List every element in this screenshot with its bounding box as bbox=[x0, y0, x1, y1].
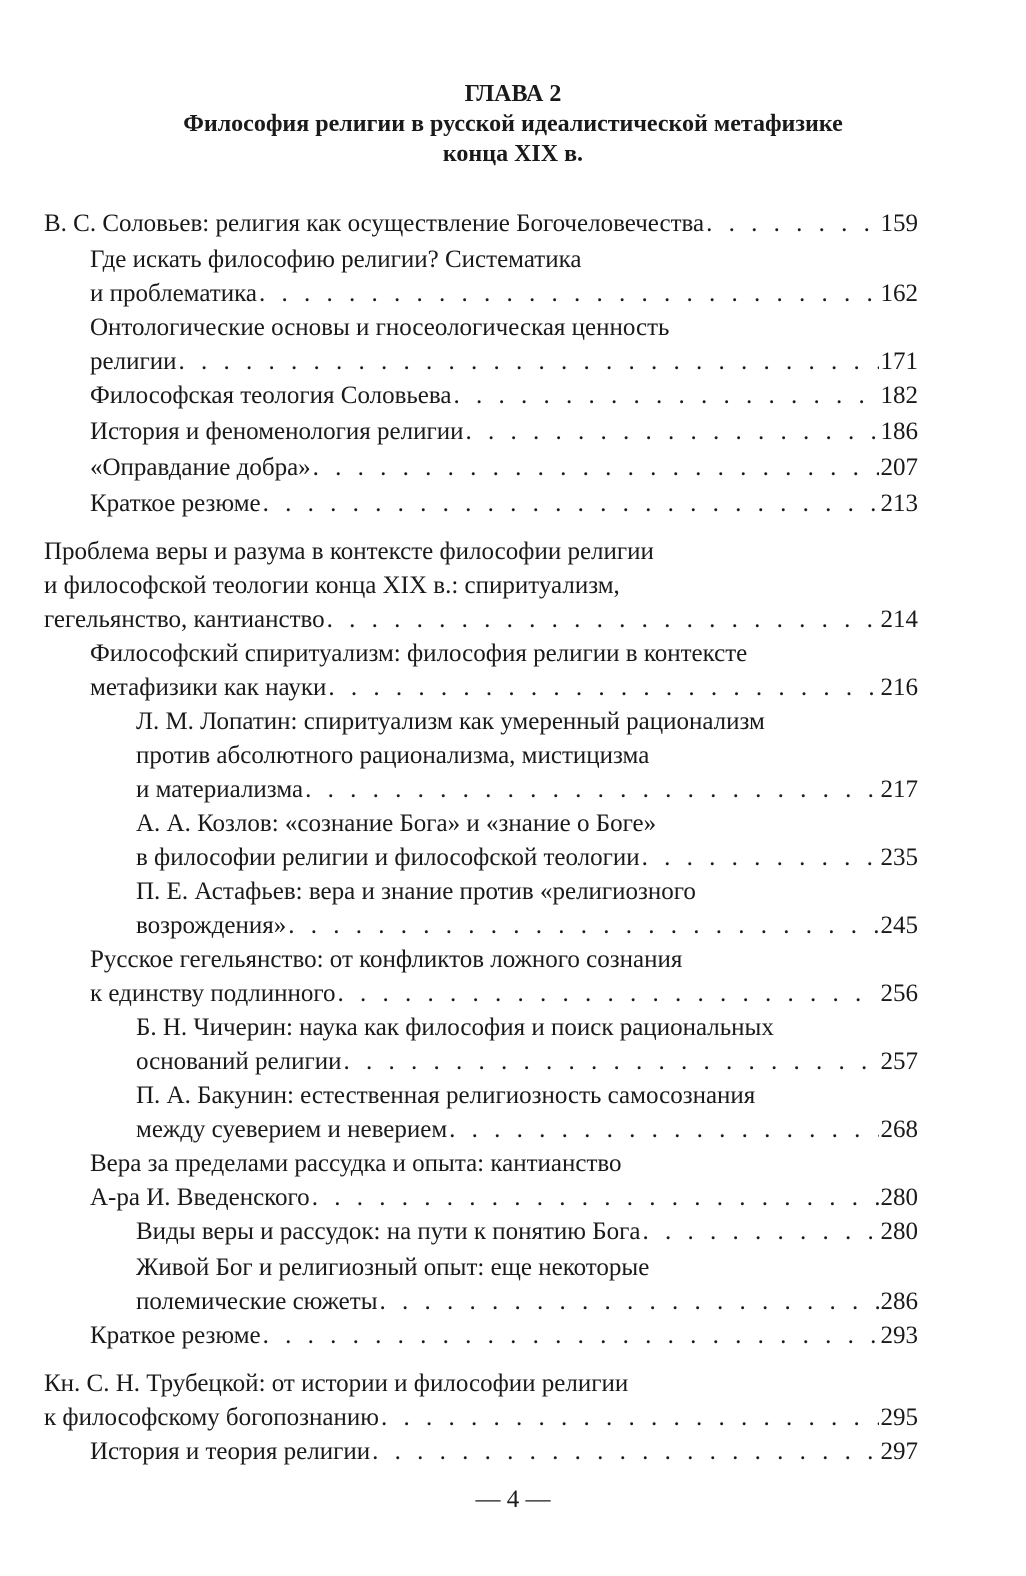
toc-entry-title: и философской теологии конца XIX в.: спиритуализм, bbox=[44, 572, 620, 599]
toc-entry-title: Философский спиритуализм: философия религии в контексте bbox=[90, 640, 748, 667]
page-number: — 4 — bbox=[475, 1486, 551, 1513]
toc-page-number: 295 bbox=[880, 1404, 918, 1431]
toc-page-number: 280 bbox=[880, 1184, 918, 1211]
toc-line bbox=[136, 1215, 918, 1249]
toc-page-number: 293 bbox=[880, 1322, 918, 1349]
dot-leader bbox=[328, 671, 878, 705]
dot-leader bbox=[263, 1319, 879, 1353]
toc-line bbox=[44, 1367, 918, 1401]
toc-page-number: 207 bbox=[880, 454, 918, 481]
toc-entry-title: Краткое резюме bbox=[90, 1322, 261, 1349]
toc-line bbox=[136, 875, 918, 909]
toc-line bbox=[90, 977, 918, 1011]
toc-entry-title: А-ра И. Введенского bbox=[90, 1184, 310, 1211]
toc-line bbox=[90, 451, 918, 485]
toc-line bbox=[90, 671, 918, 705]
toc-entry-title: метафизики как науки bbox=[90, 674, 327, 701]
toc-line bbox=[44, 1401, 918, 1435]
toc-line bbox=[90, 1435, 918, 1469]
toc-entry-title: Философская теология Соловьева bbox=[90, 382, 452, 409]
toc-entry-title: Кн. С. Н. Трубецкой: от истории и философии религии bbox=[44, 1370, 629, 1397]
toc-line bbox=[90, 277, 918, 311]
dot-leader bbox=[259, 277, 879, 311]
toc-entry-title: В. С. Соловьев: религия как осуществление Богочеловечества bbox=[44, 210, 705, 237]
toc-page-number: 216 bbox=[880, 674, 918, 701]
dot-leader bbox=[706, 207, 878, 241]
toc-line bbox=[136, 1251, 918, 1285]
toc-line bbox=[90, 345, 918, 379]
toc-page-number: 280 bbox=[880, 1218, 918, 1245]
toc-line bbox=[136, 909, 918, 943]
dot-leader bbox=[642, 841, 879, 875]
toc-page-number: 213 bbox=[880, 490, 918, 517]
toc-line bbox=[136, 739, 918, 773]
dot-leader bbox=[337, 977, 878, 1011]
toc-entry-title: П. А. Бакунин: естественная религиозность самосознания bbox=[136, 1082, 756, 1109]
toc-line bbox=[136, 1079, 918, 1113]
toc-line bbox=[90, 943, 918, 977]
toc-line bbox=[136, 1113, 918, 1147]
dot-leader bbox=[449, 1113, 878, 1147]
toc-line bbox=[136, 841, 918, 875]
toc-entry-title: Виды веры и рассудок: на пути к понятию Бога bbox=[136, 1218, 641, 1245]
toc-entry-title: гегельянство, кантианство bbox=[44, 606, 325, 633]
toc-entry-title: полемические сюжеты bbox=[136, 1288, 378, 1315]
toc-line bbox=[136, 1045, 918, 1079]
dot-leader bbox=[466, 415, 879, 449]
toc-page-number: 214 bbox=[880, 606, 918, 633]
toc-entry-title: Краткое резюме bbox=[90, 490, 261, 517]
toc-page-number: 186 bbox=[880, 418, 918, 445]
toc-page-number: 256 bbox=[880, 980, 918, 1007]
chapter-label: ГЛАВА 2 bbox=[464, 81, 562, 107]
toc-line bbox=[136, 705, 918, 739]
toc-entry-title: Живой Бог и религиозный опыт: еще некоторые bbox=[136, 1254, 650, 1281]
toc-line bbox=[90, 415, 918, 449]
toc-line bbox=[44, 603, 918, 637]
toc-entry-title: и материализма bbox=[136, 776, 304, 803]
dot-leader bbox=[305, 773, 878, 807]
toc-line bbox=[90, 1181, 918, 1215]
toc-entry-title: Русское гегельянство: от конфликтов ложного сознания bbox=[90, 946, 683, 973]
toc-entry-title: религии bbox=[90, 348, 177, 375]
toc-entry-title: Где искать философию религии? Систематика bbox=[90, 246, 582, 273]
toc-page-number: 159 bbox=[880, 210, 918, 237]
chapter-title-line-1: Философия религии в русской идеалистической метафизике bbox=[183, 111, 843, 137]
dot-leader bbox=[372, 1435, 878, 1469]
dot-leader bbox=[380, 1285, 879, 1319]
toc-line bbox=[90, 1147, 918, 1181]
dot-leader bbox=[263, 487, 879, 521]
toc-line bbox=[90, 311, 918, 345]
dot-leader bbox=[313, 451, 879, 485]
chapter-title-line-2: конца XIX в. bbox=[442, 141, 584, 167]
toc-line bbox=[44, 535, 918, 569]
toc-page-number: 268 bbox=[880, 1116, 918, 1143]
toc-entry-title: возрождения» bbox=[136, 912, 287, 939]
toc-page-number: 257 bbox=[880, 1048, 918, 1075]
toc-line bbox=[136, 1285, 918, 1319]
toc-entry-title: Б. Н. Чичерин: наука как философия и поиск рациональных bbox=[136, 1014, 774, 1041]
toc-page-number: 182 bbox=[880, 382, 918, 409]
toc-page-number: 171 bbox=[880, 348, 918, 375]
toc-line bbox=[44, 207, 918, 241]
toc-entry-title: и проблематика bbox=[90, 280, 257, 307]
toc-line bbox=[44, 569, 918, 603]
dot-leader bbox=[381, 1401, 879, 1435]
dot-leader bbox=[327, 603, 879, 637]
toc-page-number: 235 bbox=[880, 844, 918, 871]
toc-entry-title: оснований религии bbox=[136, 1048, 342, 1075]
toc-page-number: 286 bbox=[880, 1288, 918, 1315]
toc-entry-title: П. Е. Астафьев: вера и знание против «религиозного bbox=[136, 878, 696, 905]
dot-leader bbox=[453, 379, 878, 413]
toc-page-number: 245 bbox=[880, 912, 918, 939]
toc-line bbox=[90, 1319, 918, 1353]
toc-line bbox=[90, 243, 918, 277]
toc-line bbox=[90, 379, 918, 413]
chapter-heading bbox=[0, 79, 1026, 169]
toc-entry-title: к философскому богопознанию bbox=[44, 1404, 379, 1431]
toc-entry-title: между суеверием и неверием bbox=[136, 1116, 448, 1143]
toc-entry-title: Л. М. Лопатин: спиритуализм как умеренный рационализм bbox=[136, 708, 765, 735]
toc-line bbox=[136, 807, 918, 841]
toc-line bbox=[90, 637, 918, 671]
toc-line bbox=[136, 773, 918, 807]
toc-entry-title: История и феноменология религии bbox=[90, 418, 464, 445]
dot-leader bbox=[344, 1045, 879, 1079]
toc-entry-title: к единству подлинного bbox=[90, 980, 336, 1007]
toc-line bbox=[90, 487, 918, 521]
dot-leader bbox=[178, 345, 878, 379]
toc-page-number: 217 bbox=[880, 776, 918, 803]
dot-leader bbox=[642, 1215, 878, 1249]
toc-entry-title: Проблема веры и разума в контексте философии религии bbox=[44, 538, 654, 565]
dot-leader bbox=[312, 1181, 879, 1215]
toc-entry-title: против абсолютного рационализма, мистицизма bbox=[136, 742, 650, 769]
toc-entry-title: История и теория религии bbox=[90, 1438, 371, 1465]
toc-page-number: 162 bbox=[880, 280, 918, 307]
toc-line bbox=[136, 1011, 918, 1045]
toc-entry-title: Вера за пределами рассудка и опыта: кантианство bbox=[90, 1150, 622, 1177]
toc-entry-title: в философии религии и философской теологии bbox=[136, 844, 640, 871]
toc-page-number: 297 bbox=[880, 1438, 918, 1465]
toc-entry-title: Онтологические основы и гносеологическая ценность bbox=[90, 314, 670, 341]
toc-entry-title: А. А. Козлов: «сознание Бога» и «знание о Боге» bbox=[136, 810, 657, 837]
toc-entry-title: «Оправдание добра» bbox=[90, 454, 311, 481]
dot-leader bbox=[288, 909, 878, 943]
